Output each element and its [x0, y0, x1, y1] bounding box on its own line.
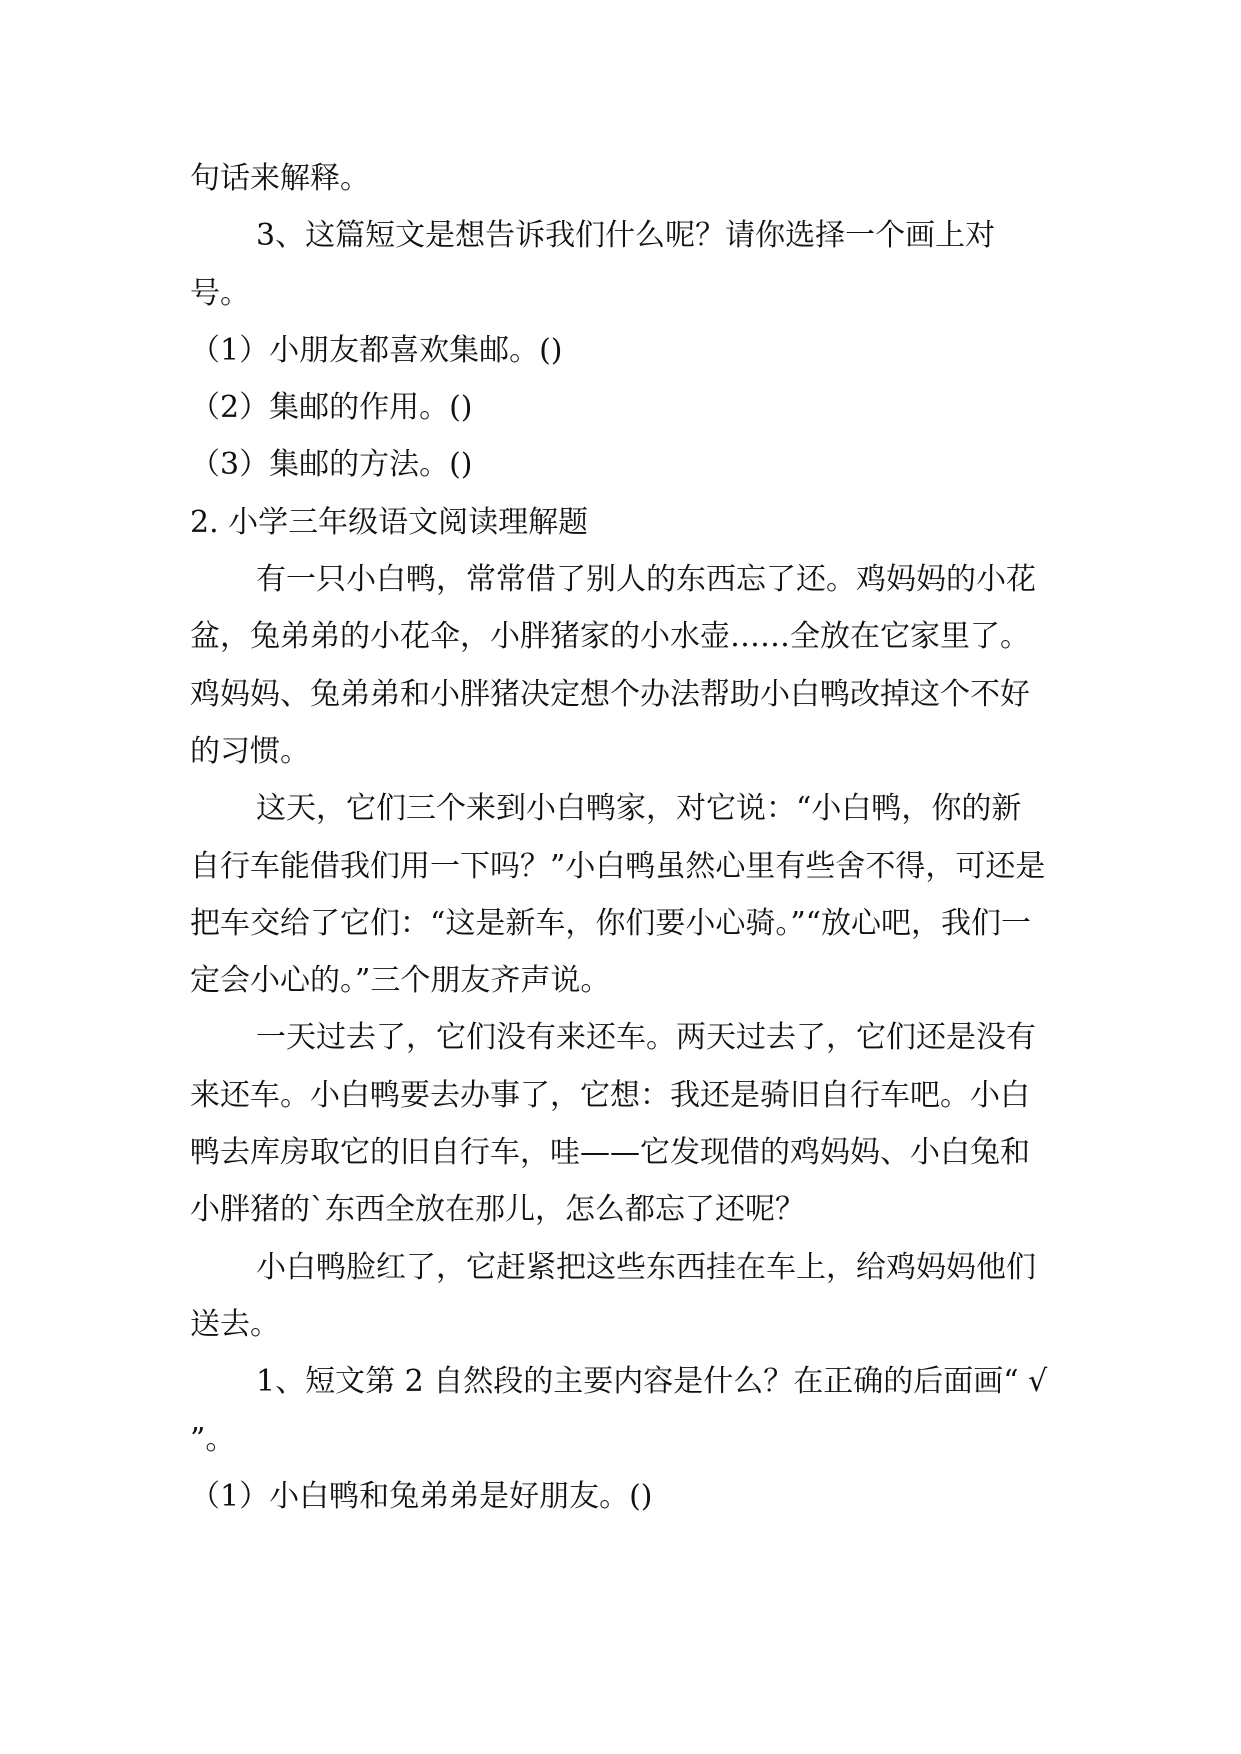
paragraph-continuation: 句话来解释。: [190, 161, 370, 196]
story-paragraph-3: 一天过去了，它们没有来还车。两天过去了，它们还是没有来还车。小白鸭要去办事了，它想：我还是骑旧自行车吧。小白鸭去库房取它的旧自行车，哇——它发现借的鸡妈妈、小白兔和小胖猪的`东西全放在那儿，怎么都忘了还呢？: [190, 1020, 1036, 1228]
section-heading-2: 2. 小学三年级语文阅读理解题: [190, 504, 589, 540]
document-body: [190, 150, 1050, 1525]
story-paragraph-4: 小白鸭脸红了，它赶紧把这些东西挂在车上，给鸡妈妈他们送去。: [190, 1249, 1036, 1342]
question-1-option-1: （1）小白鸭和兔弟弟是好朋友。(): [190, 1478, 653, 1514]
story-paragraph-2: 这天，它们三个来到小白鸭家，对它说：“小白鸭，你的新自行车能借我们用一下吗？”小白鸭虽然心里有些舍不得，可还是把车交给了它们：“这是新车，你们要小心骑。”“放心吧，我们一定会小心的。”三个朋友齐声说。: [190, 791, 1046, 999]
question-3-option-3: （3）集邮的方法。(): [190, 447, 473, 483]
question-3-option-2: （2）集邮的作用。(): [190, 390, 473, 426]
question-1: 1、短文第 2 自然段的主要内容是什么？在正确的后面画“ √ ”。: [190, 1364, 1048, 1457]
question-3-option-1: （1）小朋友都喜欢集邮。(): [190, 332, 563, 368]
question-3: 3、这篇短文是想告诉我们什么呢？请你选择一个画上对号。: [190, 218, 996, 311]
story-paragraph-1: 有一只小白鸭，常常借了别人的东西忘了还。鸡妈妈的小花盆，兔弟弟的小花伞，小胖猪家的小水壶……全放在它家里了。鸡妈妈、兔弟弟和小胖猪决定想个办法帮助小白鸭改掉这个不好的习惯。: [190, 562, 1036, 769]
